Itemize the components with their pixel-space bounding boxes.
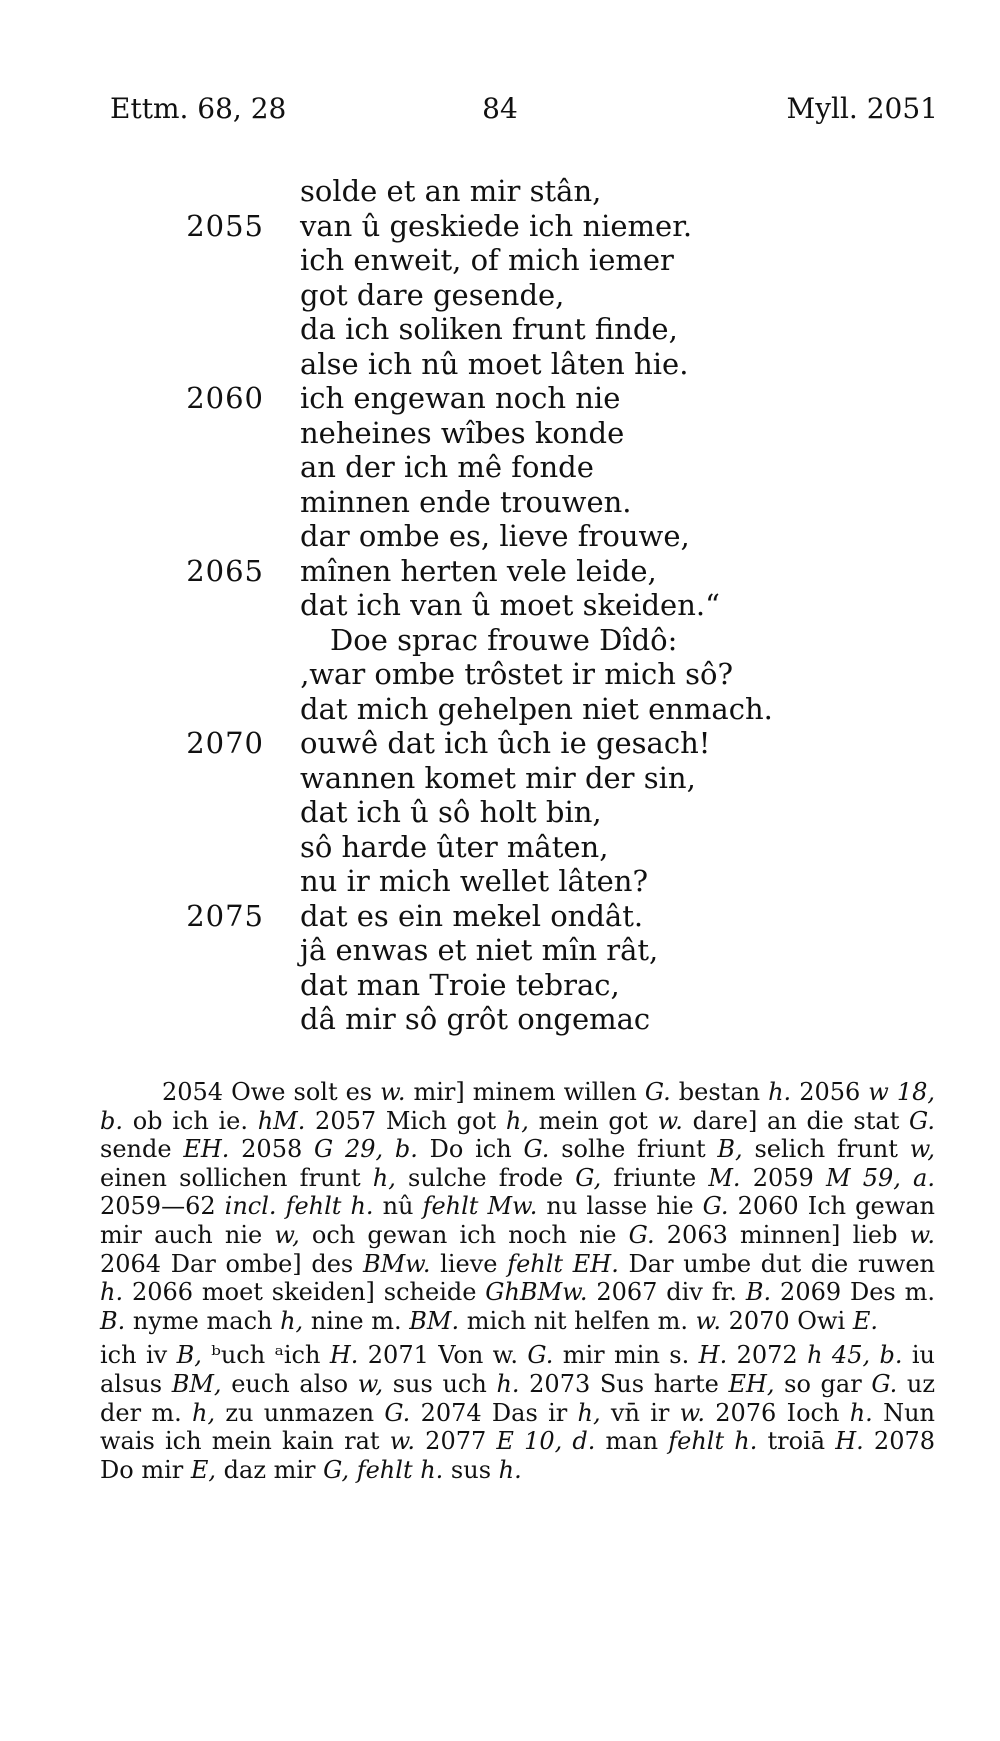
apparatus-paragraph: ich iv B, ᵇuch ᵃich H. 2071 Von w. G. mir min s. H. 2072 h 45, b. iu alsus BM, euch also w, sus uch h. 2073 Sus harte EH, so gar G. uz der m. h, zu unmazen G. 2074 Das ir h, vn̄ ir w. 2076 Ioch h. Nun wais ich mein kain rat w. 2077 E 10, d. man fehlt h. troiā H. 2078 Do mir E, daz mir G, fehlt h. sus h. [100,1341,936,1484]
verse-text-line: an der ich mê fonde [300,450,594,484]
verse-text-line: neheines wîbes konde [300,415,625,450]
verse-line [0,623,1000,658]
line-number: 2075 [186,898,264,933]
apparatus-paragraph: 2054 Owe solt es w. mir] minem willen G. bestan h. 2056 w 18, b. ob ich ie. hM. 2057 Mich got h, mein got w. dare] an die stat G. sende EH. 2058 G 29, b. Do ich G. solhe friunt B, selich frunt w, einen sollichen frunt h, sulche frode G, friunte M. 2059 M 59, a. 2059—62 incl. fehlt h. nû fehlt Mw. nu lasse hie G. 2060 Ich gewan mir auch nie w, och gewan ich noch nie G. 2063 minnen] lieb w. 2064 Dar ombe] des BMw. lieve fehlt EH. Dar umbe dut die ruwen h. 2066 moet skeiden] scheide GhBMw. 2067 div fr. B. 2069 Des m. B. nyme mach h, nine m. BM. mich nit helfen m. w. 2070 Owi E. [100,1078,936,1335]
verse-line [0,795,1000,830]
verse-text-line: Doe sprac frouwe Dîdô: [330,622,678,657]
verse-text-line: minnen ende trouwen. [300,484,632,519]
verse-text-line: jâ enwas et niet mîn rât, [300,933,659,967]
running-head-right: Myll. 2051 [786,92,938,125]
verse-line [0,554,1000,589]
verse-line [0,519,1000,554]
verse-text-line: dat es ein mekel ondât. [300,898,644,933]
line-number: 2065 [186,553,264,588]
critical-apparatus [100,1078,935,1484]
verse-text-line: dâ mir sô grôt ongemac [300,1002,651,1036]
verse-line [0,968,1000,1003]
page-number: 84 [482,92,518,125]
verse-text-line: wannen komet mir der sin, [300,760,696,795]
verse-text-line: dat ich û sô holt bin, [300,795,602,829]
verse-line [0,899,1000,934]
verse-line [0,761,1000,796]
verse-line [0,416,1000,451]
verse-text-line: ich enweit, of mich iemer [300,243,674,277]
verse-line [0,1002,1000,1037]
verse-text-line: got dare gesende, [300,277,565,312]
line-number: 2060 [186,381,264,415]
verse-line [0,830,1000,865]
verse-line [0,209,1000,244]
verse-text-line: dat ich van û moet skeiden.“ [300,588,720,622]
verse-line [0,864,1000,899]
verse-text-line: ich engewan noch nie [300,381,621,415]
verse-text-line: van û geskiede ich niemer. [300,208,693,243]
verse-text-line: sô harde ûter mâten, [300,829,609,864]
verse-line [0,588,1000,623]
running-head-left: Ettm. 68, 28 [110,92,287,125]
verse-line [0,692,1000,727]
verse-line [0,933,1000,968]
verse-line [0,347,1000,382]
line-number: 2070 [186,726,264,760]
verse-text-line: dat man Troie tebrac, [300,967,620,1002]
verse-line [0,278,1000,313]
verse-text [0,174,1000,1037]
line-number: 2055 [186,208,264,243]
verse-line [0,485,1000,520]
verse-text-line: nu ir mich wellet lâten? [300,864,649,898]
verse-text-line: dar ombe es, lieve frouwe, [300,519,690,553]
verse-line [0,726,1000,761]
page-header [0,92,1000,132]
verse-text-line: da ich soliken frunt finde, [300,312,678,346]
verse-line [0,381,1000,416]
verse-text-line: mînen herten vele leide, [300,553,657,588]
verse-text-line: dat mich gehelpen niet enmach. [300,691,773,726]
verse-line [0,243,1000,278]
verse-line [0,174,1000,209]
verse-line [0,450,1000,485]
verse-text-line: ‚war ombe trôstet ir mich sô? [300,657,734,691]
verse-text-line: solde et an mir stân, [300,174,602,208]
verse-line [0,657,1000,692]
verse-text-line: alse ich nû moet lâten hie. [300,346,689,381]
verse-text-line: ouwê dat ich ûch ie gesach! [300,726,711,760]
verse-line [0,312,1000,347]
